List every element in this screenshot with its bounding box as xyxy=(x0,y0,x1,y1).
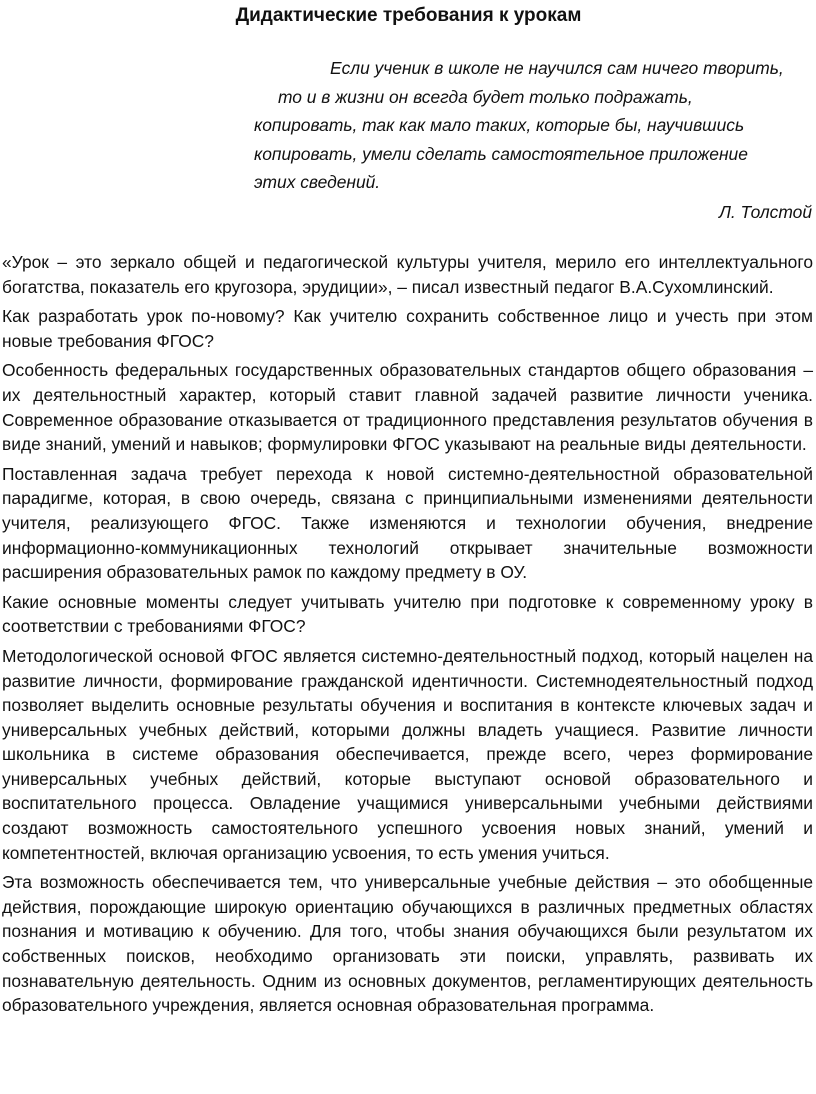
paragraph-question-new-lesson: Как разработать урок по-новому? Как учителю сохранить собственное лицо и учесть при этом новые требования ФГОС? xyxy=(2,306,813,351)
paragraph-new-paradigm: Поставленная задача требует перехода к новой системно-деятельностной образовательной парадигме, которая, в свою очередь, связана с принципиальными изменениями деятельности учителя, реализующего ФГОС. Также изменяются и технологии обучения, внедрение информационно-коммуникационных технологий открывает значительные возможности расширения образовательных рамок по каждому предмету в ОУ. xyxy=(2,463,813,583)
epigraph-line: Если ученик в школе не научился сам ничего творить, xyxy=(330,58,784,78)
paragraph-fgos-feature: Особенность федеральных государственных образовательных стандартов общего образования – их деятельностный характер, который ставит главной задачей развитие личности ученика. Современное образование отказывается от традиционного представления результатов обучения в виде знаний, умений и навыков; формулировки ФГОС указывают на реальные виды деятельности. xyxy=(2,360,813,455)
paragraph-methodology: Методологической основой ФГОС является системно-деятельностный подход, который нацелен на развитие личности, формирование гражданской идентичности. Системнодеятельностный подход позволяет выделить основные результаты обучения и воспитания в контексте ключевых задач и универсальных учебных действий, которыми должны владеть учащиеся. Развитие личности школьника в системе образования обеспечивается, прежде всего, через формирование универсальных учебных действий, которые выступают основой образовательного и воспитательного процесса. Овладение учащимися универсальными учебными действиями создают возможность самостоятельного успешного усвоения новых знаний, умений и компетентностей, включая организацию усвоения, то есть умения учиться. xyxy=(2,645,813,863)
document-title: Дидактические требования к урокам xyxy=(235,5,582,26)
paragraph-universal-actions: Эта возможность обеспечивается тем, что универсальные учебные действия – это обобщенные действия, порождающие широкую ориентацию обучающихся в различных предметных областях познания и мотивацию к обучению. Для того, чтобы знания обучающихся были результатом их собственных поисков, необходимо организовать эти поиски, управлять, развивать их познавательную деятельность. Одним из основных документов, регламентирующих деятельность образовательного учреждения, является основная образовательная программа. xyxy=(2,872,813,1016)
epigraph xyxy=(2,54,813,226)
paragraph-question-key-points: Какие основные моменты следует учитывать учителю при подготовке к современному уроку в соответствии с требованиями ФГОС? xyxy=(2,591,813,637)
epigraph-line: копировать, так как мало таких, которые бы, научившись xyxy=(254,115,745,135)
epigraph-line: копировать, умели сделать самостоятельное приложение xyxy=(254,143,748,164)
document-body xyxy=(2,250,813,1018)
epigraph-line: то и в жизни он всегда будет только подражать, xyxy=(278,86,693,107)
epigraph-line: этих сведений. xyxy=(254,172,381,192)
epigraph-author: Л. Толстой xyxy=(718,201,812,222)
paragraph-sukhomlinsky-quote: «Урок – это зеркало общей и педагогической культуры учителя, мерило его интеллектуального богатства, показатель его кругозора, эрудиции», – писал известный педагог В.А.Сухомлинский. xyxy=(2,252,813,297)
